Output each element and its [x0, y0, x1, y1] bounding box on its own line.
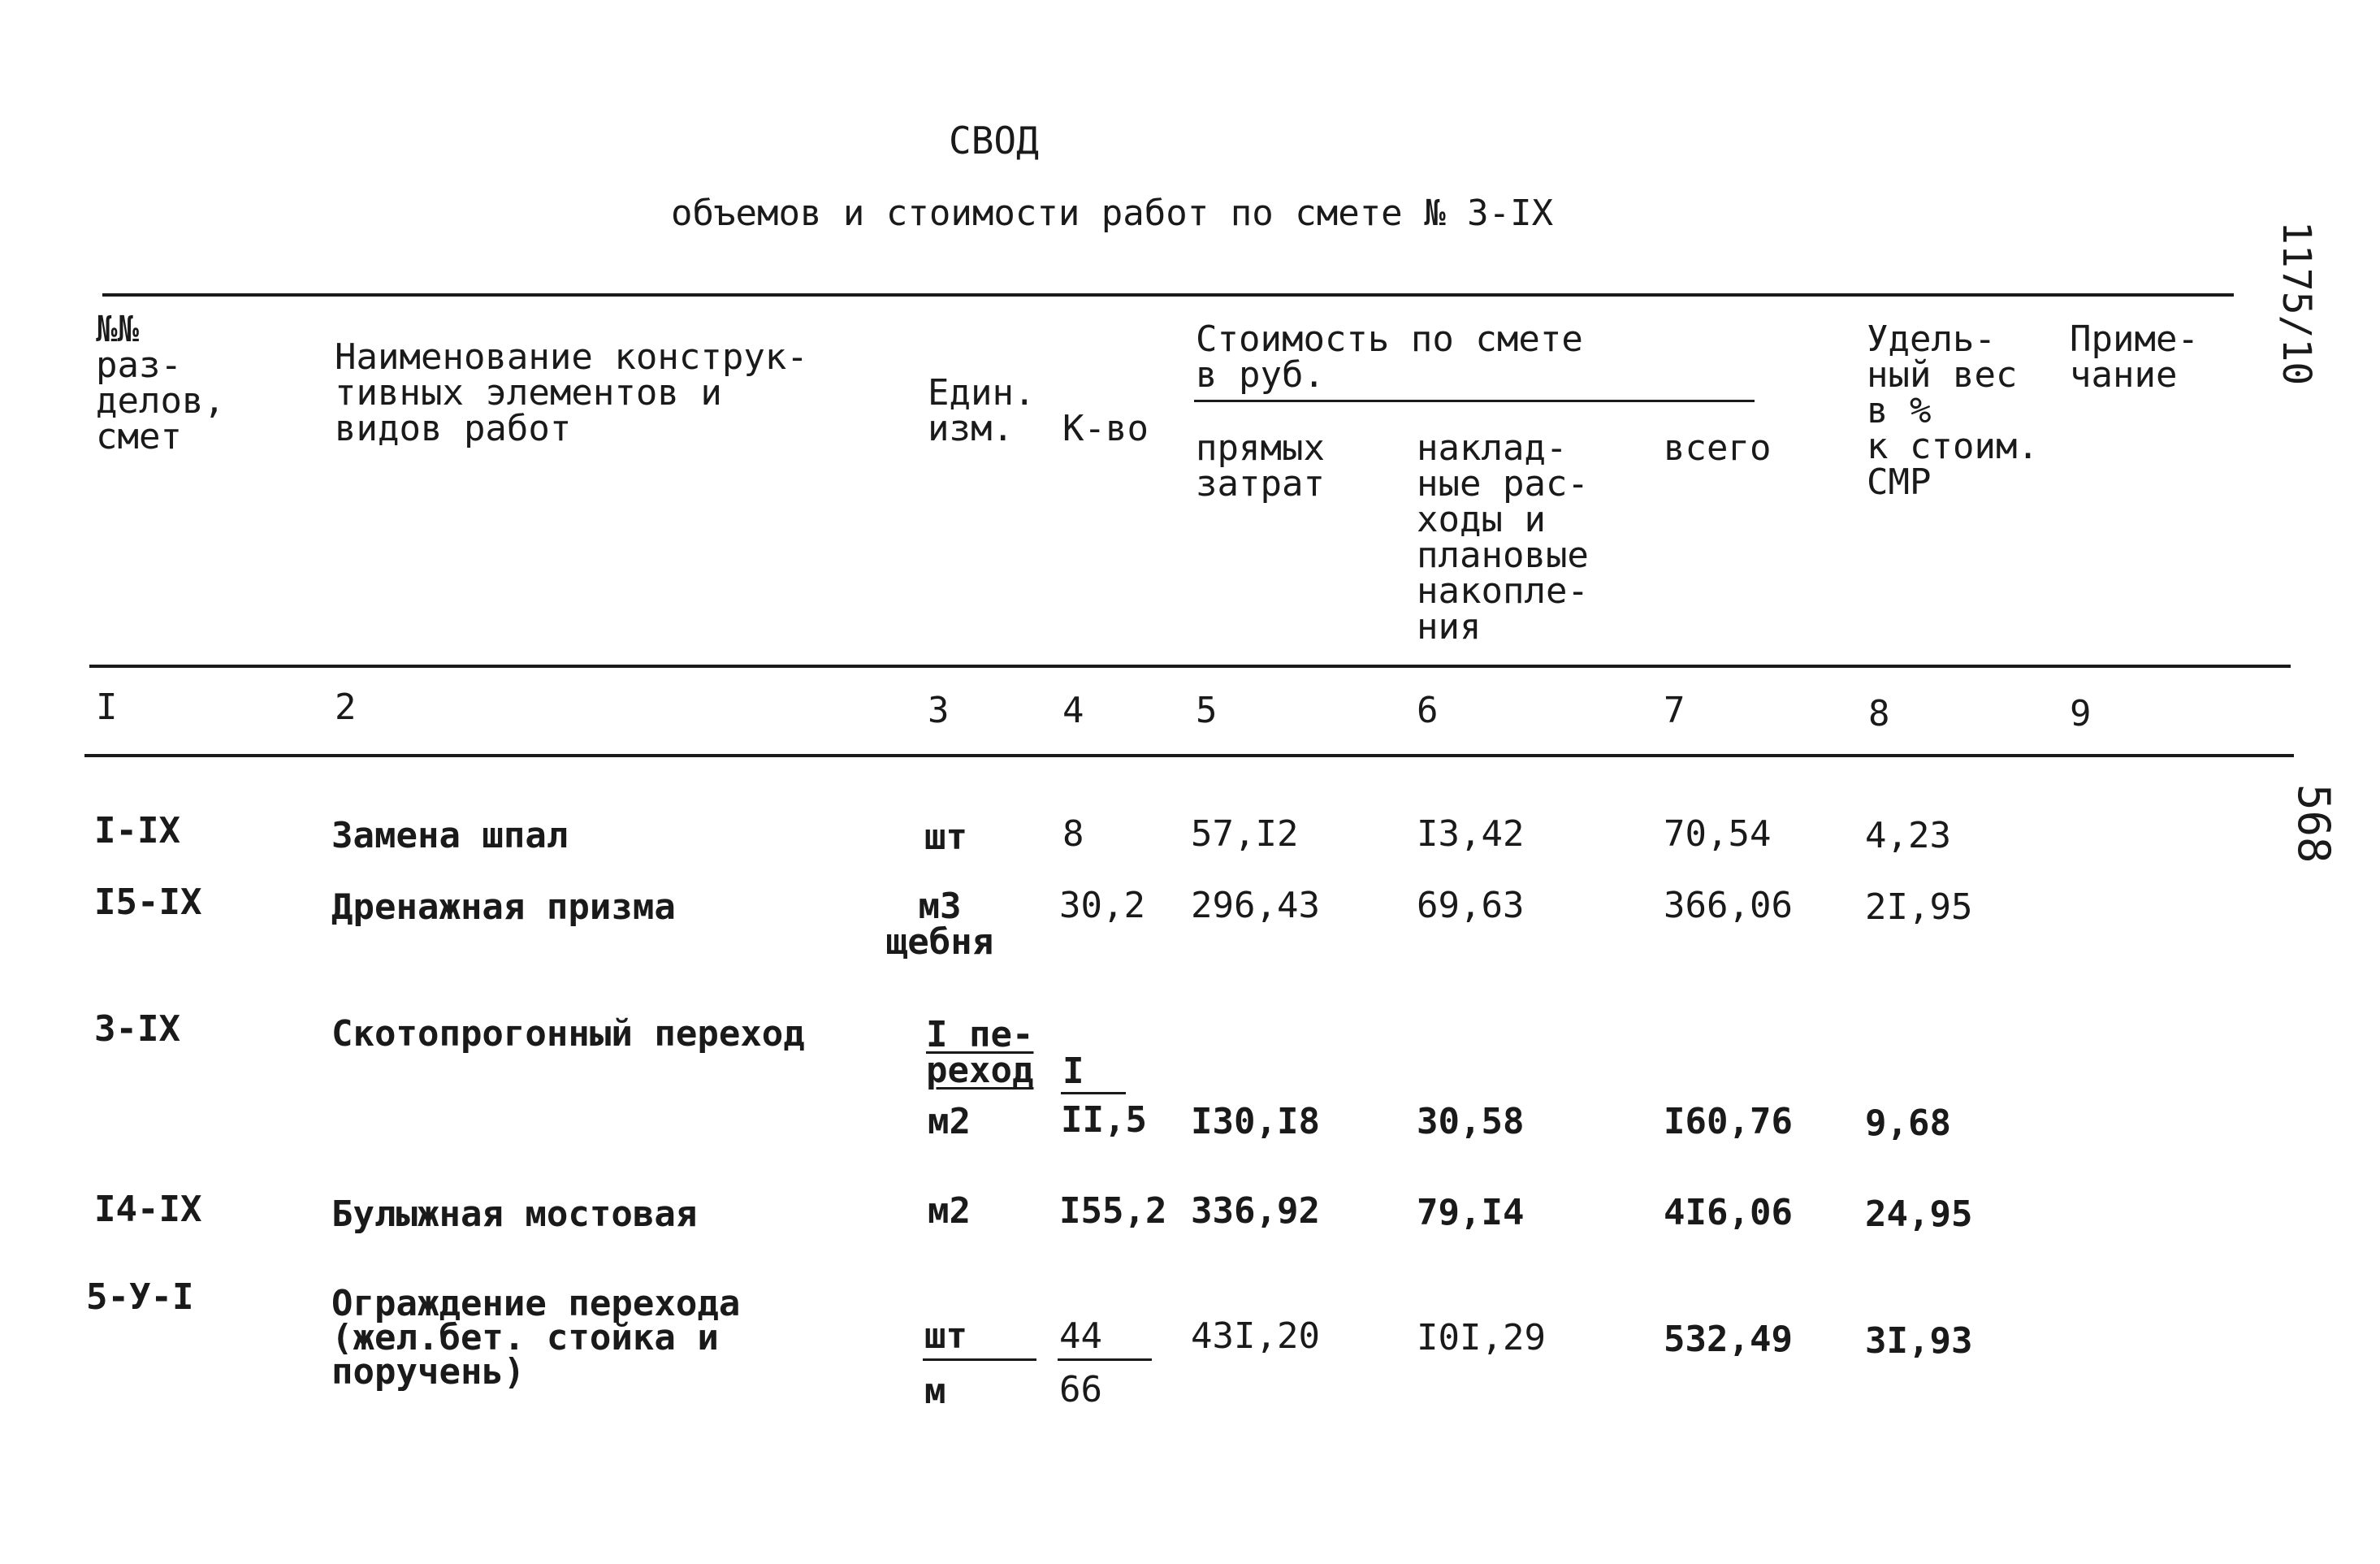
row-code: I4-IX [94, 1189, 202, 1230]
header-bottom-rule [89, 665, 2291, 668]
column-number-6: 6 [1417, 690, 1439, 731]
column-number-7: 7 [1664, 690, 1685, 731]
row-total: 366,06 [1664, 885, 1793, 926]
row-code: 3-IX [94, 1008, 180, 1050]
row-total: I60,76 [1664, 1101, 1793, 1142]
row-quantity-top: I [1062, 1051, 1084, 1092]
row-quantity-bottom: 66 [1059, 1369, 1102, 1410]
column-number-4: 4 [1062, 690, 1084, 731]
row-unit: м2 [928, 1190, 971, 1232]
row-direct-costs: 57,I2 [1191, 813, 1299, 855]
cost-group-rule [1194, 400, 1755, 402]
row-unit: шт [924, 817, 967, 858]
row-quantity: I55,2 [1059, 1190, 1167, 1232]
row-direct-costs: 336,92 [1191, 1190, 1320, 1232]
column-numbers-rule [84, 754, 2294, 757]
row-code: I5-IX [94, 882, 202, 923]
row-code: I-IX [94, 810, 180, 851]
row-name: Булыжная мостовая [331, 1194, 698, 1235]
margin-archive-number: 1175/10 [2274, 221, 2319, 386]
row-direct-costs: I30,I8 [1191, 1101, 1320, 1142]
row-total: 70,54 [1664, 813, 1772, 855]
document-subtitle: объемов и стоимости работ по смете № 3-IX [671, 193, 1554, 234]
header-section-number: №№ раз- делов, смет [96, 309, 225, 457]
row-quantity-bottom: II,5 [1061, 1099, 1147, 1141]
fraction-bar [1061, 1092, 1126, 1094]
row-quantity: 30,2 [1059, 885, 1145, 926]
row-unit-top: шт [924, 1315, 967, 1357]
column-number-5: 5 [1196, 690, 1218, 731]
row-overhead: 69,63 [1417, 885, 1525, 926]
row-share: 9,68 [1865, 1103, 1951, 1144]
header-overhead: наклад- ные рас- ходы и плановые накопле- ния [1417, 427, 1589, 648]
header-work-name: Наименование конструк- тивных элементов и видов работ [335, 336, 808, 449]
row-total: 532,49 [1664, 1319, 1793, 1360]
row-total: 4I6,06 [1664, 1192, 1793, 1233]
margin-page-number: 568 [2288, 784, 2339, 864]
row-quantity: 8 [1062, 813, 1084, 855]
row-share: 4,23 [1865, 815, 1951, 856]
fraction-bar [923, 1358, 1036, 1361]
fraction-bar [1058, 1358, 1152, 1361]
header-cost-group: Стоимость по смете в руб. [1196, 318, 1583, 396]
header-share: Удель- ный вес в % к стоим. СМР [1867, 318, 2039, 503]
row-share: 2I,95 [1865, 886, 1973, 928]
row-direct-costs: 296,43 [1191, 885, 1320, 926]
row-overhead: 79,I4 [1417, 1192, 1525, 1233]
row-quantity-top: 44 [1059, 1315, 1102, 1357]
header-total: всего [1664, 427, 1772, 469]
row-overhead: I3,42 [1417, 813, 1525, 855]
column-number-1: I [96, 687, 118, 728]
column-number-3: 3 [928, 690, 950, 731]
header-quantity: К-во [1062, 408, 1149, 449]
row-direct-costs: 43I,20 [1191, 1315, 1320, 1357]
row-unit-bottom: м [924, 1371, 946, 1412]
row-name: Ограждение перехода (жел.бет. стойка и поручень) [331, 1283, 741, 1393]
header-direct-costs: прямых затрат [1196, 427, 1325, 505]
row-name: Замена шпал [331, 815, 569, 856]
table-top-rule [102, 293, 2234, 297]
column-number-2: 2 [335, 687, 357, 728]
row-overhead: 30,58 [1417, 1101, 1525, 1142]
row-share: 3I,93 [1865, 1320, 1973, 1362]
row-overhead: I0I,29 [1417, 1317, 1546, 1358]
row-unit: м3 щебня [885, 886, 994, 963]
row-name: Скотопрогонный переход [331, 1013, 805, 1055]
row-code: 5-У-I [86, 1276, 194, 1318]
header-note: Приме- чание [2070, 318, 2199, 396]
column-number-9: 9 [2070, 693, 2092, 734]
row-share: 24,95 [1865, 1194, 1973, 1235]
header-unit: Един. изм. [928, 372, 1036, 449]
row-unit-bottom: м2 [928, 1101, 971, 1142]
document-title: СВОД [949, 119, 1039, 162]
row-unit-top: I пе- реход [926, 1014, 1034, 1091]
column-number-8: 8 [1868, 693, 1890, 734]
row-name: Дренажная призма [331, 886, 676, 928]
